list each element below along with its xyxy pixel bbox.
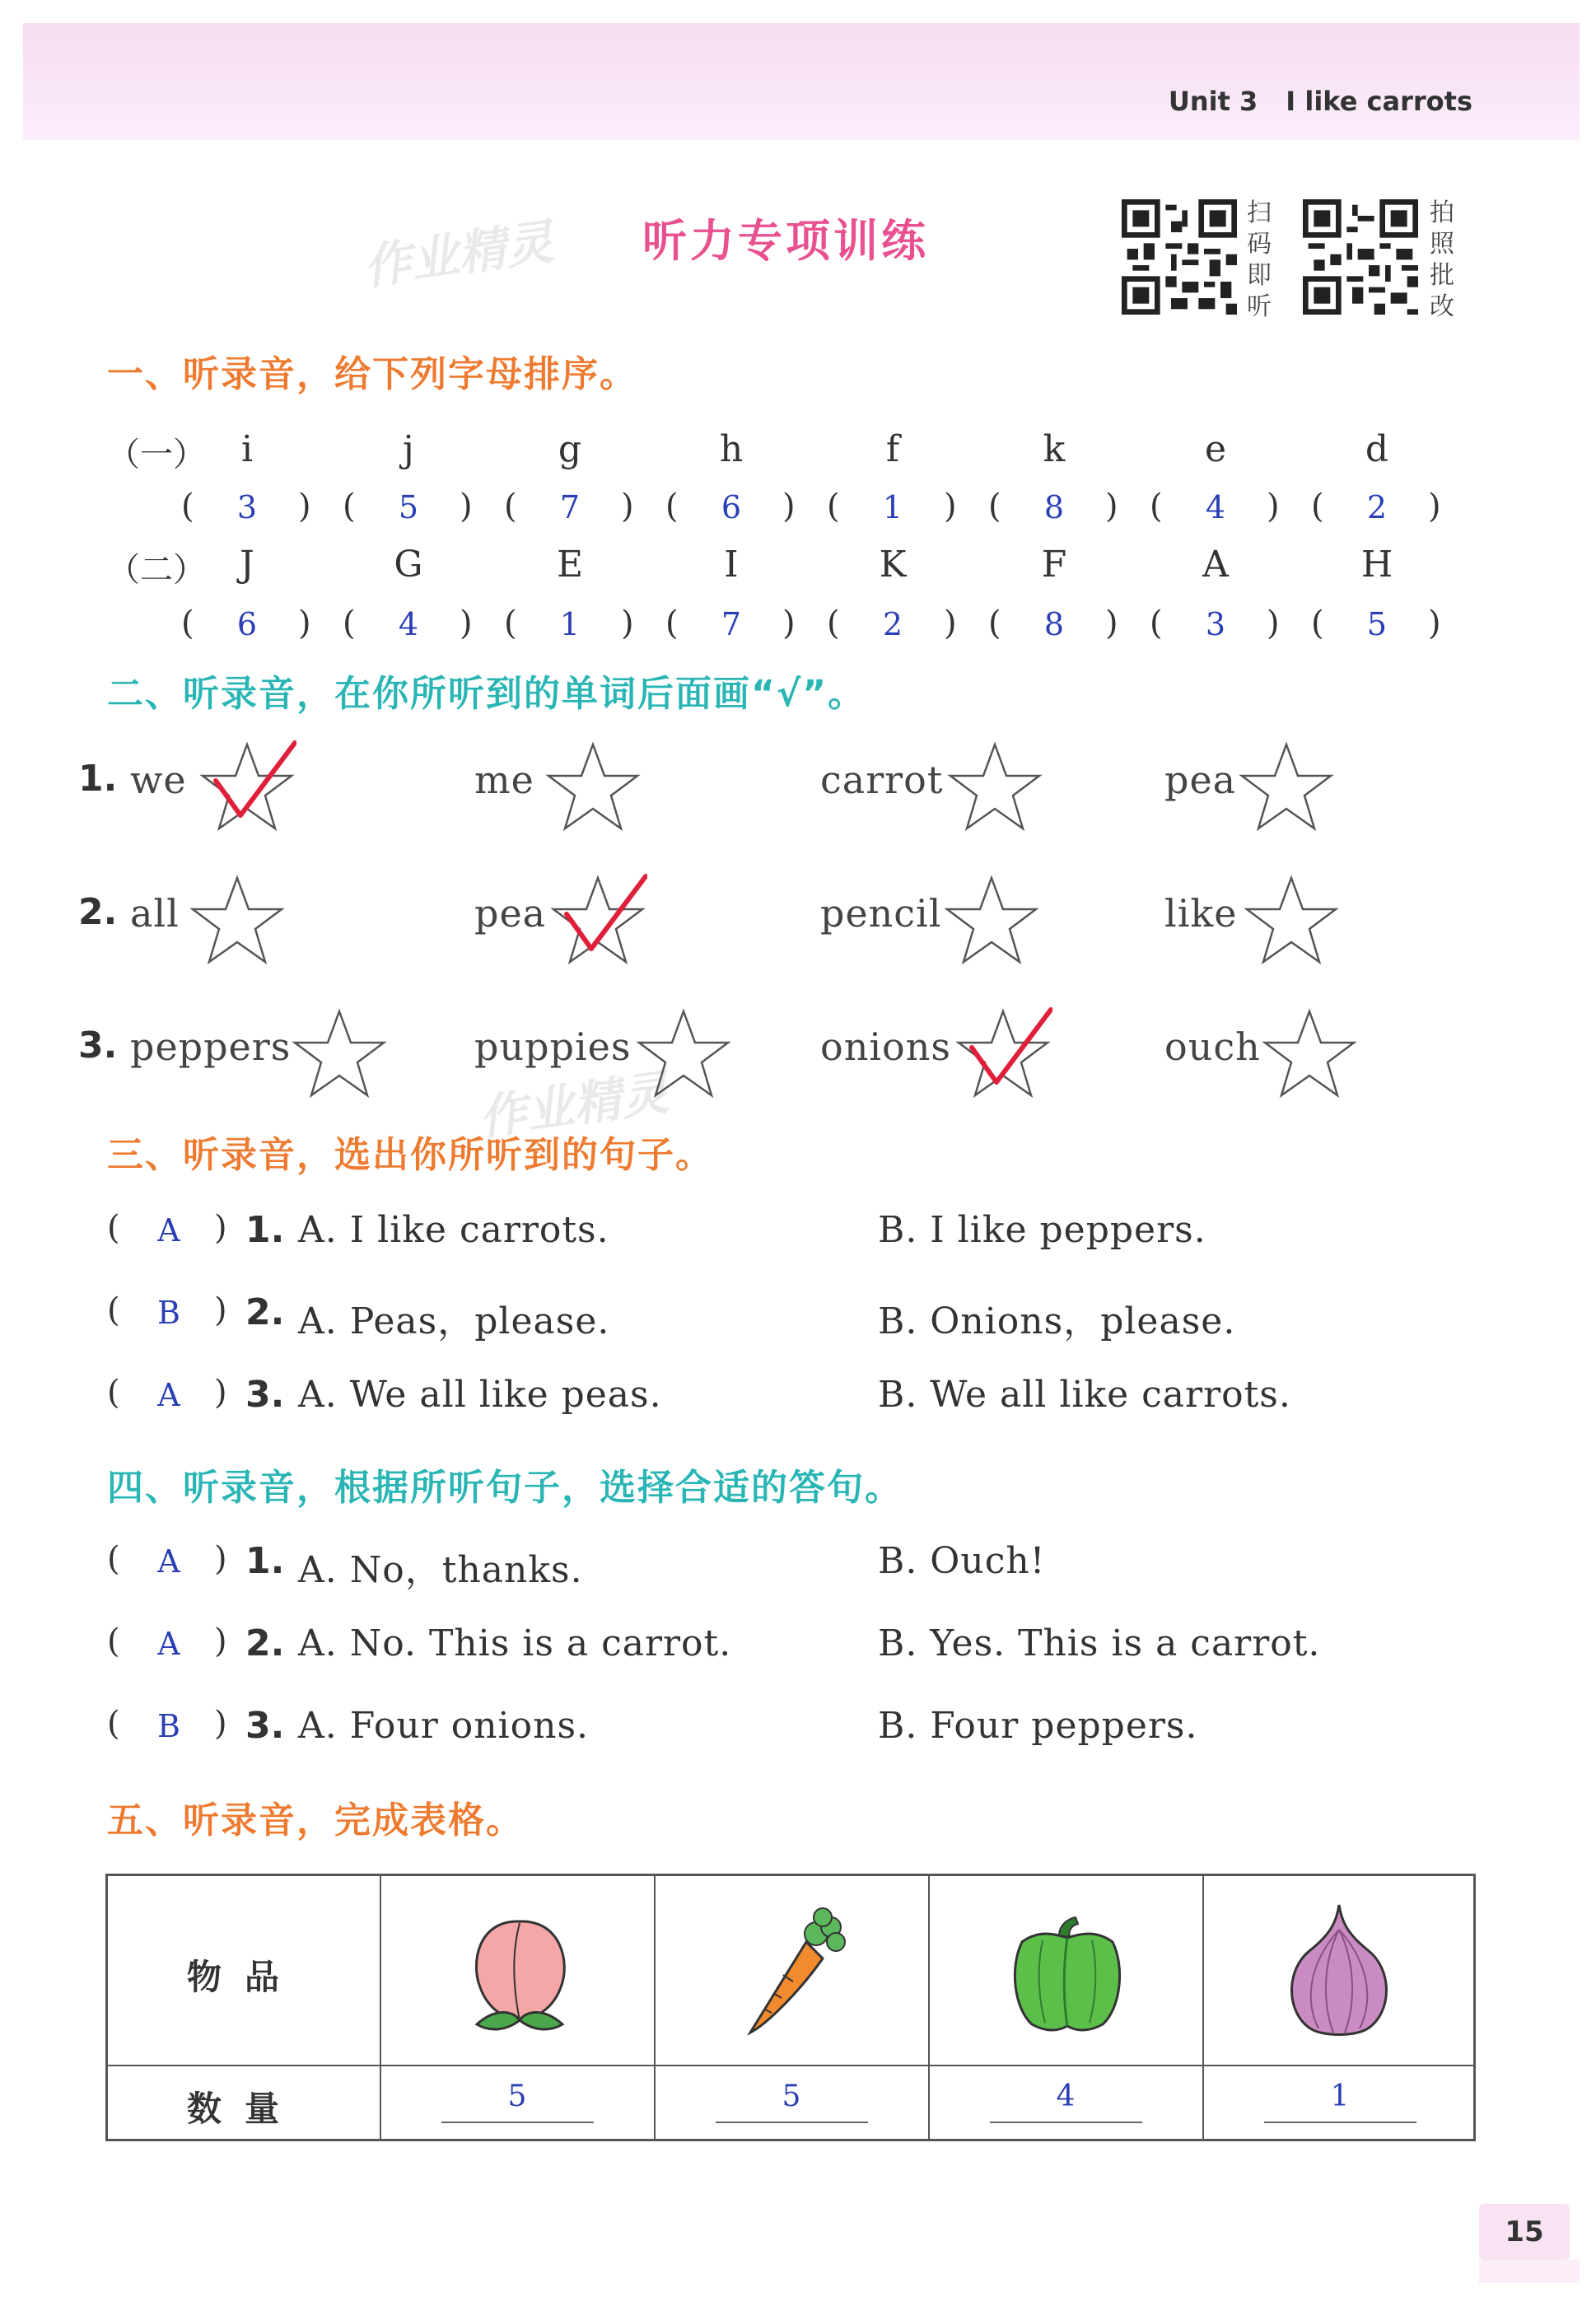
- letter: G: [394, 544, 423, 586]
- word-option: all: [130, 891, 180, 936]
- close-paren: ): [621, 605, 634, 642]
- option-b[interactable]: B. We all like carrots.: [878, 1374, 1291, 1416]
- star-checkbox-icon[interactable]: [945, 740, 1044, 834]
- word-option: puppies: [474, 1025, 632, 1069]
- word-option: pea: [474, 891, 547, 936]
- letter: k: [1043, 428, 1066, 470]
- star-checkbox-icon[interactable]: [954, 1006, 1052, 1101]
- open-paren: (: [988, 488, 1001, 525]
- qr-code-listen-icon[interactable]: [1122, 199, 1237, 315]
- pepper-icon: [1006, 1909, 1129, 2037]
- close-paren: ): [782, 488, 796, 525]
- order-answer[interactable]: 2: [1366, 489, 1388, 525]
- star-checkbox-icon[interactable]: [942, 873, 1041, 968]
- option-b[interactable]: B. Four peppers.: [878, 1705, 1198, 1747]
- open-paren: (: [665, 488, 679, 525]
- unit-header: [1169, 86, 1472, 117]
- word-option: we: [130, 758, 187, 802]
- table-divider: [654, 1876, 656, 2139]
- close-paren: ): [214, 1374, 227, 1412]
- choice-answer[interactable]: A: [157, 1626, 180, 1662]
- close-paren: ): [214, 1209, 227, 1247]
- order-answer[interactable]: 5: [398, 489, 419, 525]
- option-a[interactable]: A. No. This is a carrot.: [298, 1622, 732, 1664]
- item-number: 3.: [245, 1374, 285, 1416]
- option-a[interactable]: A. I like carrots.: [298, 1209, 609, 1251]
- letter: j: [403, 428, 414, 470]
- option-a[interactable]: A. No，thanks.: [298, 1549, 583, 1591]
- close-paren: ): [214, 1540, 227, 1578]
- word-option: onions: [820, 1025, 951, 1069]
- open-paren: (: [1150, 488, 1163, 525]
- word-option: carrot: [820, 758, 944, 802]
- item-number: 2.: [78, 891, 118, 933]
- watermark: 作业精灵: [475, 1064, 673, 1146]
- peach-icon: [462, 1905, 577, 2041]
- qr-grade-label: 拍照批改: [1430, 198, 1454, 321]
- item-number: 2.: [245, 1622, 285, 1664]
- close-paren: ): [1428, 605, 1441, 642]
- star-checkbox-icon[interactable]: [548, 873, 647, 968]
- row-label: （二）: [107, 551, 206, 589]
- table-divider: [108, 2065, 1473, 2066]
- order-answer[interactable]: 6: [721, 489, 742, 525]
- open-paren: (: [181, 605, 194, 642]
- open-paren: (: [107, 1374, 120, 1412]
- quantity-row-label: 数量: [187, 2089, 303, 2129]
- close-paren: ): [460, 605, 473, 642]
- option-b[interactable]: B. Ouch!: [878, 1540, 1046, 1582]
- option-a[interactable]: A. Four onions.: [298, 1705, 590, 1747]
- open-paren: (: [107, 1540, 120, 1578]
- letter: I: [724, 544, 739, 586]
- star-checkbox-icon[interactable]: [1237, 740, 1336, 834]
- open-paren: (: [107, 1622, 120, 1660]
- header-band: [23, 23, 1580, 140]
- close-paren: ): [1105, 605, 1118, 642]
- close-paren: ): [621, 488, 634, 525]
- open-paren: (: [107, 1291, 120, 1329]
- letter: i: [240, 428, 254, 470]
- items-row-label: 物品: [187, 1957, 303, 1997]
- order-answer[interactable]: 2: [882, 606, 903, 642]
- word-option: pencil: [820, 891, 942, 936]
- star-checkbox-icon[interactable]: [188, 873, 287, 968]
- quantity-value[interactable]: 1: [1330, 2080, 1350, 2113]
- table-divider: [1202, 1876, 1204, 2139]
- order-answer[interactable]: 8: [1043, 606, 1065, 642]
- open-paren: (: [1311, 605, 1324, 642]
- order-answer[interactable]: 4: [1205, 489, 1226, 525]
- table-divider: [380, 1876, 381, 2139]
- choice-answer[interactable]: A: [157, 1212, 180, 1249]
- order-answer[interactable]: 3: [1205, 606, 1226, 642]
- item-number: 1.: [78, 758, 118, 800]
- item-number: 1.: [245, 1540, 285, 1582]
- open-paren: (: [107, 1209, 120, 1247]
- letter: d: [1365, 428, 1389, 470]
- section2-heading: 二、听录音，在你所听到的单词后面画“√”。: [107, 673, 866, 715]
- letter: K: [879, 544, 907, 586]
- star-checkbox-icon[interactable]: [1260, 1006, 1359, 1101]
- close-paren: ): [782, 605, 796, 642]
- section1-heading: 一、听录音，给下列字母排序。: [107, 353, 637, 395]
- qr-code-grade-icon[interactable]: [1303, 199, 1418, 315]
- close-paren: ): [944, 605, 957, 642]
- checkmark-icon: [972, 1010, 1051, 1082]
- section3-heading: 三、听录音，选出你所听到的句子。: [107, 1134, 713, 1176]
- page-number: 15: [1479, 2204, 1570, 2260]
- close-paren: ): [214, 1705, 227, 1743]
- word-option: me: [474, 758, 534, 802]
- order-answer[interactable]: 8: [1043, 489, 1065, 525]
- open-paren: (: [343, 605, 356, 642]
- word-option: ouch: [1164, 1025, 1261, 1069]
- page-title: 听力专项训练: [642, 215, 929, 267]
- row-label: （一）: [107, 436, 206, 474]
- answer-underline: [990, 2122, 1142, 2123]
- item-number: 3.: [78, 1025, 118, 1067]
- option-a[interactable]: A. Peas，please.: [298, 1300, 610, 1342]
- checkmark-icon: [567, 876, 646, 949]
- onion-icon: [1277, 1897, 1401, 2041]
- unit-title: I like carrots: [1286, 86, 1472, 117]
- order-answer[interactable]: 5: [1366, 606, 1388, 642]
- open-paren: (: [1150, 605, 1163, 642]
- quantity-value[interactable]: 5: [507, 2080, 527, 2113]
- close-paren: ): [1105, 488, 1118, 525]
- open-paren: (: [1311, 488, 1324, 525]
- close-paren: ): [1267, 605, 1280, 642]
- watermark: 作业精灵: [360, 213, 558, 296]
- carrot-icon: [734, 1901, 849, 2041]
- answer-underline: [716, 2122, 868, 2123]
- letter: e: [1204, 428, 1227, 470]
- word-option: pea: [1164, 758, 1237, 802]
- option-b[interactable]: B. Yes. This is a carrot.: [878, 1622, 1321, 1664]
- word-option: peppers: [130, 1025, 292, 1069]
- table-divider: [928, 1876, 930, 2139]
- choice-answer[interactable]: B: [157, 1295, 180, 1331]
- close-paren: ): [1428, 488, 1441, 525]
- open-paren: (: [107, 1705, 120, 1743]
- order-answer[interactable]: 6: [236, 606, 258, 642]
- close-paren: ): [460, 488, 473, 525]
- open-paren: (: [343, 488, 356, 525]
- order-answer[interactable]: 1: [559, 606, 581, 642]
- close-paren: ): [214, 1291, 227, 1329]
- open-paren: (: [181, 488, 194, 525]
- answer-underline: [1264, 2122, 1416, 2123]
- checkmark-icon: [216, 743, 295, 815]
- open-paren: (: [504, 488, 517, 525]
- word-option: like: [1164, 891, 1238, 936]
- order-answer[interactable]: 4: [398, 606, 419, 642]
- option-a[interactable]: A. We all like peas.: [298, 1374, 662, 1416]
- open-paren: (: [827, 605, 840, 642]
- open-paren: (: [504, 605, 517, 642]
- choice-answer[interactable]: A: [157, 1543, 180, 1580]
- letter: H: [1360, 544, 1393, 586]
- item-number: 3.: [245, 1705, 285, 1747]
- letter: g: [558, 428, 582, 470]
- close-paren: ): [214, 1622, 227, 1660]
- letter: E: [556, 544, 584, 586]
- close-paren: ): [944, 488, 957, 525]
- letter: h: [719, 428, 744, 470]
- open-paren: (: [827, 488, 840, 525]
- option-b[interactable]: B. Onions，please.: [878, 1300, 1236, 1342]
- letter: J: [240, 544, 254, 586]
- choice-answer[interactable]: B: [157, 1708, 180, 1744]
- item-number: 2.: [245, 1291, 285, 1333]
- answer-underline: [441, 2122, 594, 2123]
- close-paren: ): [298, 488, 311, 525]
- close-paren: ): [298, 605, 311, 642]
- section5-heading: 五、听录音，完成表格。: [107, 1800, 524, 1842]
- page-corner-strip: [1479, 2260, 1580, 2283]
- order-answer[interactable]: 1: [882, 489, 903, 525]
- star-checkbox-icon[interactable]: [634, 1006, 733, 1101]
- order-answer[interactable]: 7: [559, 489, 581, 525]
- star-checkbox-icon[interactable]: [290, 1006, 389, 1101]
- option-b[interactable]: B. I like peppers.: [878, 1209, 1206, 1251]
- star-checkbox-icon[interactable]: [544, 740, 642, 834]
- qr-listen-label: 扫码即听: [1247, 198, 1272, 321]
- open-paren: (: [988, 605, 1001, 642]
- open-paren: (: [665, 605, 679, 642]
- letter: A: [1202, 544, 1229, 586]
- order-answer[interactable]: 3: [236, 489, 258, 525]
- section4-heading: 四、听录音，根据所听句子，选择合适的答句。: [107, 1467, 903, 1509]
- star-checkbox-icon[interactable]: [1242, 873, 1341, 968]
- close-paren: ): [1267, 488, 1280, 525]
- order-answer[interactable]: 7: [721, 606, 742, 642]
- star-checkbox-icon[interactable]: [198, 740, 296, 834]
- choice-answer[interactable]: A: [157, 1377, 180, 1413]
- unit-number: Unit 3: [1168, 86, 1258, 117]
- quantity-value[interactable]: 4: [1056, 2080, 1076, 2113]
- item-number: 1.: [245, 1209, 285, 1251]
- quantity-value[interactable]: 5: [782, 2080, 801, 2113]
- letter: F: [1041, 544, 1067, 586]
- letter: f: [885, 428, 900, 470]
